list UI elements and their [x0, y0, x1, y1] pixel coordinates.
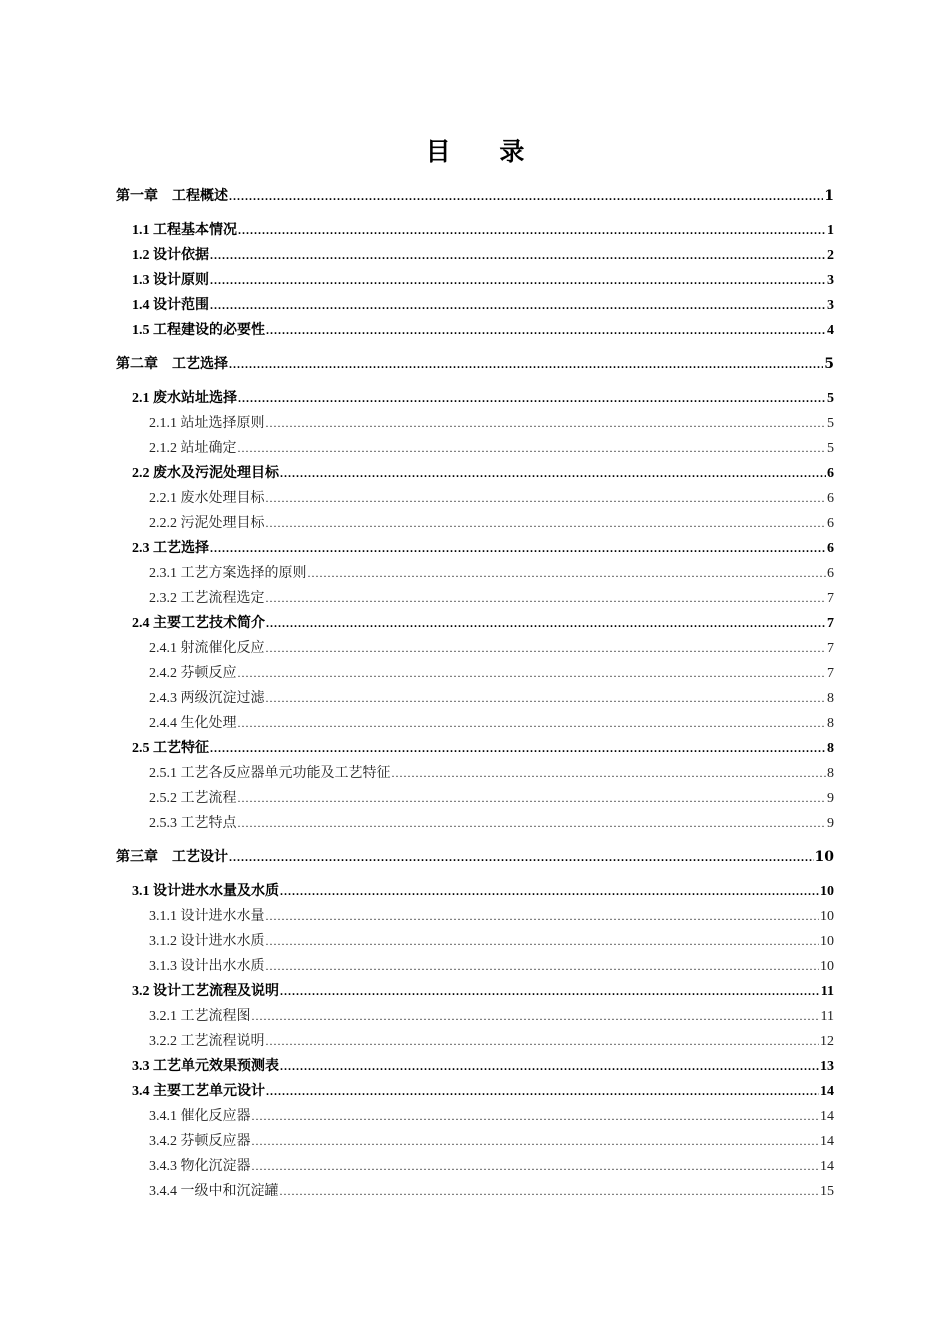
toc-dot-leader [210, 736, 826, 761]
toc-dot-leader [266, 1079, 819, 1104]
toc-dot-leader [210, 536, 826, 561]
toc-entry[interactable] [116, 636, 834, 661]
toc-entry-title: 2.5 工艺特征 [132, 741, 209, 756]
toc-dot-leader [210, 243, 826, 268]
toc-entry-title: 2.2.1 废水处理目标 [149, 491, 265, 506]
toc-entry-title: 2.4.3 两级沉淀过滤 [149, 691, 265, 706]
toc-entry-title: 3.2.2 工艺流程说明 [149, 1034, 265, 1049]
toc-entry-title: 第三章 工艺设计 [116, 849, 228, 865]
toc-entry[interactable] [116, 461, 834, 486]
toc-entry-title: 3.4.1 催化反应器 [149, 1109, 251, 1124]
toc-entry-title: 1.5 工程建设的必要性 [132, 323, 265, 338]
toc-dot-leader [238, 711, 827, 736]
toc-entry-page-number: 14 [820, 1109, 834, 1124]
toc-entry-title: 3.1.1 设计进水水量 [149, 909, 265, 924]
toc-entry[interactable] [116, 436, 834, 461]
toc-entry[interactable] [116, 845, 834, 870]
toc-dot-leader [238, 436, 827, 461]
toc-entry-title: 2.4 主要工艺技术简介 [132, 616, 265, 631]
toc-dot-leader [266, 586, 827, 611]
toc-entry-page-number: 8 [827, 691, 834, 706]
toc-entry-page-number: 5 [827, 441, 834, 456]
toc-entry[interactable] [116, 661, 834, 686]
toc-entry-title: 2.2.2 污泥处理目标 [149, 516, 265, 531]
toc-dot-leader [266, 318, 826, 343]
toc-entry[interactable] [116, 352, 834, 377]
toc-entry-title: 3.3 工艺单元效果预测表 [132, 1059, 279, 1074]
toc-dot-leader [229, 845, 814, 870]
toc-entry-page-number: 15 [820, 1184, 834, 1199]
toc-entry-page-number: 13 [820, 1059, 834, 1074]
toc-dot-leader [266, 686, 827, 711]
toc-entry[interactable] [116, 954, 834, 979]
toc-entry-title: 2.2 废水及污泥处理目标 [132, 466, 279, 481]
toc-dot-leader [280, 879, 819, 904]
toc-entry[interactable] [116, 1079, 834, 1104]
toc-entry-page-number: 5 [827, 416, 834, 431]
toc-entry[interactable] [116, 586, 834, 611]
toc-entry-page-number: 14 [820, 1084, 834, 1099]
toc-entry[interactable] [116, 1179, 834, 1204]
toc-entry-title: 3.2.1 工艺流程图 [149, 1009, 251, 1024]
toc-entry[interactable] [116, 1029, 834, 1054]
toc-entry-title: 3.1 设计进水水量及水质 [132, 884, 279, 899]
toc-entry-page-number: 8 [827, 716, 834, 731]
toc-entry-title: 2.4.2 芬顿反应 [149, 666, 237, 681]
toc-entry-page-number: 9 [827, 791, 834, 806]
toc-entry[interactable] [116, 511, 834, 536]
toc-entry[interactable] [116, 811, 834, 836]
toc-entry-page-number: 10 [820, 959, 834, 974]
toc-entry[interactable] [116, 411, 834, 436]
toc-entry-page-number: 6 [827, 516, 834, 531]
toc-dot-leader [252, 1129, 820, 1154]
toc-entry[interactable] [116, 611, 834, 636]
toc-entry[interactable] [116, 1154, 834, 1179]
toc-entry[interactable] [116, 1054, 834, 1079]
toc-entry-title: 2.1.1 站址选择原则 [149, 416, 265, 431]
toc-dot-leader [229, 184, 823, 209]
toc-entry[interactable] [116, 243, 834, 268]
toc-entry[interactable] [116, 1129, 834, 1154]
toc-entry-title: 1.3 设计原则 [132, 273, 209, 288]
toc-dot-leader [392, 761, 827, 786]
toc-entry[interactable] [116, 561, 834, 586]
toc-dot-leader [266, 904, 820, 929]
toc-entry-page-number: 9 [827, 816, 834, 831]
toc-dot-leader [266, 486, 827, 511]
toc-dot-leader [252, 1154, 820, 1179]
toc-entry[interactable] [116, 736, 834, 761]
toc-entry[interactable] [116, 979, 834, 1004]
toc-dot-leader [238, 811, 827, 836]
toc-entry-page-number: 4 [827, 323, 834, 338]
toc-entry-page-number: 3 [827, 298, 834, 313]
toc-entry-title: 2.4.1 射流催化反应 [149, 641, 265, 656]
toc-entry-title: 第一章 工程概述 [116, 188, 228, 204]
toc-entry-page-number: 5 [824, 356, 834, 372]
toc-entry-page-number: 1 [824, 188, 834, 204]
page-title: 目 录 [425, 137, 545, 166]
toc-entry-title: 3.4.3 物化沉淀器 [149, 1159, 251, 1174]
toc-dot-leader [252, 1004, 820, 1029]
toc-entry-title: 2.5.2 工艺流程 [149, 791, 237, 806]
toc-entry-page-number: 2 [827, 248, 834, 263]
toc-entry-page-number: 6 [827, 541, 834, 556]
toc-dot-leader [266, 636, 827, 661]
toc-entry[interactable] [116, 786, 834, 811]
toc-entry-title: 2.5.1 工艺各反应器单元功能及工艺特征 [149, 766, 391, 781]
toc-entry[interactable] [116, 218, 834, 243]
toc-dot-leader [238, 218, 826, 243]
toc-entry-page-number: 12 [820, 1034, 834, 1049]
toc-entry-page-number: 5 [827, 391, 834, 406]
toc-dot-leader [210, 268, 826, 293]
toc-entry[interactable] [116, 929, 834, 954]
toc-entry-page-number: 10 [814, 849, 834, 865]
toc-dot-leader [280, 979, 820, 1004]
table-of-contents [116, 184, 834, 1204]
toc-entry-page-number: 14 [820, 1134, 834, 1149]
toc-entry-page-number: 7 [827, 641, 834, 656]
toc-entry-title: 2.5.3 工艺特点 [149, 816, 237, 831]
toc-dot-leader [252, 1104, 820, 1129]
toc-entry-title: 2.4.4 生化处理 [149, 716, 237, 731]
toc-entry[interactable] [116, 761, 834, 786]
toc-entry[interactable] [116, 318, 834, 343]
toc-entry[interactable] [116, 1004, 834, 1029]
toc-entry-page-number: 7 [827, 666, 834, 681]
toc-entry[interactable] [116, 293, 834, 318]
toc-dot-leader [266, 411, 827, 436]
toc-dot-leader [229, 352, 823, 377]
toc-entry[interactable] [116, 686, 834, 711]
toc-entry-title: 1.1 工程基本情况 [132, 223, 237, 238]
toc-dot-leader [266, 611, 826, 636]
toc-entry-page-number: 7 [827, 616, 834, 631]
toc-entry-title: 3.1.3 设计出水水质 [149, 959, 265, 974]
toc-dot-leader [210, 293, 826, 318]
toc-entry-title: 第二章 工艺选择 [116, 356, 228, 372]
toc-entry[interactable] [116, 386, 834, 411]
toc-dot-leader [266, 1029, 820, 1054]
toc-entry[interactable] [116, 879, 834, 904]
toc-entry[interactable] [116, 486, 834, 511]
toc-entry-title: 1.4 设计范围 [132, 298, 209, 313]
toc-entry-title: 2.3.2 工艺流程选定 [149, 591, 265, 606]
toc-entry-page-number: 11 [820, 1009, 834, 1024]
toc-entry-page-number: 1 [827, 223, 834, 238]
toc-entry-page-number: 10 [820, 934, 834, 949]
toc-entry-page-number: 7 [827, 591, 834, 606]
toc-entry-title: 2.1.2 站址确定 [149, 441, 237, 456]
toc-entry-page-number: 6 [827, 566, 834, 581]
toc-dot-leader [266, 954, 820, 979]
toc-entry-page-number: 10 [820, 909, 834, 924]
toc-entry[interactable] [116, 1104, 834, 1129]
toc-entry-title: 3.4.2 芬顿反应器 [149, 1134, 251, 1149]
toc-entry[interactable] [116, 268, 834, 293]
toc-dot-leader [238, 661, 827, 686]
toc-entry-page-number: 6 [827, 491, 834, 506]
toc-entry-title: 3.2 设计工艺流程及说明 [132, 984, 279, 999]
toc-dot-leader [280, 461, 826, 486]
toc-entry-page-number: 8 [827, 766, 834, 781]
toc-entry-page-number: 3 [827, 273, 834, 288]
toc-entry-page-number: 11 [820, 984, 834, 999]
toc-dot-leader [238, 786, 827, 811]
toc-entry[interactable] [116, 711, 834, 736]
toc-dot-leader [266, 511, 827, 536]
toc-dot-leader [238, 386, 826, 411]
toc-entry[interactable] [116, 184, 834, 209]
toc-entry-title: 3.4 主要工艺单元设计 [132, 1084, 265, 1099]
toc-dot-leader [308, 561, 827, 586]
toc-entry-page-number: 14 [820, 1159, 834, 1174]
toc-dot-leader [266, 929, 820, 954]
toc-entry-title: 2.3.1 工艺方案选择的原则 [149, 566, 307, 581]
toc-entry-page-number: 10 [820, 884, 834, 899]
toc-entry[interactable] [116, 904, 834, 929]
toc-entry-page-number: 6 [827, 466, 834, 481]
toc-entry-title: 3.1.2 设计进水水质 [149, 934, 265, 949]
toc-dot-leader [280, 1054, 819, 1079]
toc-entry-title: 2.3 工艺选择 [132, 541, 209, 556]
toc-entry[interactable] [116, 536, 834, 561]
toc-entry-title: 3.4.4 一级中和沉淀罐 [149, 1184, 279, 1199]
toc-entry-title: 1.2 设计依据 [132, 248, 209, 263]
toc-entry-title: 2.1 废水站址选择 [132, 391, 237, 406]
toc-dot-leader [280, 1179, 820, 1204]
toc-entry-page-number: 8 [827, 741, 834, 756]
